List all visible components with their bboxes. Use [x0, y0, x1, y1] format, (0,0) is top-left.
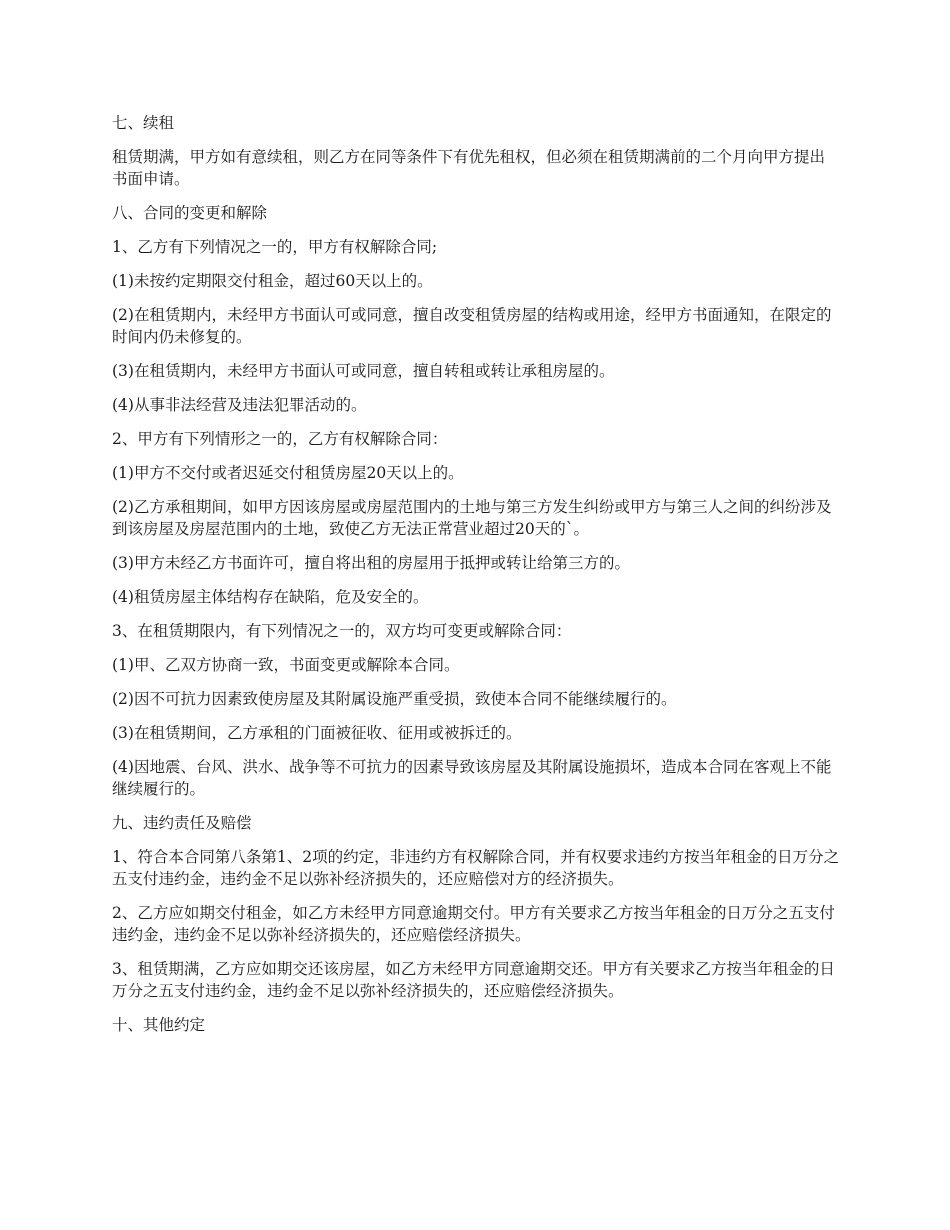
clause-3-heading: 3、在租赁期限内，有下列情况之一的，双方均可变更或解除合同： — [112, 622, 572, 640]
liability-clause-2: 2、乙方应如期交付租金，如乙方未经甲方同意逾期交付。甲方有关要求乙方按当年租金的日万分之五支付违约金，违约金不足以弥补经济损失的，还应赔偿经济损失。 — [112, 904, 835, 944]
clause-1-item-3: (3)在租赁期内，未经甲方书面认可或同意，擅自转租或转让承租房屋的。 — [112, 362, 615, 380]
liability-clause-3: 3、租赁期满，乙方应如期交还该房屋，如乙方未经甲方同意逾期交还。甲方有关要求乙方按当年租金的日万分之五支付违约金，违约金不足以弥补经济损失的，还应赔偿经济损失。 — [112, 960, 835, 1000]
paragraph-renewal-terms: 租赁期满，甲方如有意续租，则乙方在同等条件下有优先租权，但必须在租赁期满前的二个月向甲方提出书面申请。 — [112, 148, 826, 188]
clause-1-item-2: (2)在租赁期内，未经甲方书面认可或同意，擅自改变租赁房屋的结构或用途，经甲方书面通知，在限定的时间内仍未修复的。 — [112, 306, 832, 346]
clause-2-item-4: (4)租赁房屋主体结构存在缺陷，危及安全的。 — [112, 588, 429, 606]
clause-3-item-4: (4)因地震、台风、洪水、战争等不可抗力的因素导致该房屋及其附属设施损坏，造成本合同在客观上不能继续履行的。 — [112, 758, 832, 798]
clause-1-heading: 1、乙方有下列情况之一的，甲方有权解除合同; — [112, 238, 438, 256]
section-heading-change-termination: 八、合同的变更和解除 — [112, 204, 268, 222]
clause-1-item-1: (1)未按约定期限交付租金，超过60天以上的。 — [112, 272, 433, 290]
section-heading-liability: 九、违约责任及赔偿 — [112, 814, 252, 832]
clause-3-item-2: (2)因不可抗力因素致使房屋及其附属设施严重受损，致使本合同不能继续履行的。 — [112, 690, 677, 708]
clause-3-item-1: (1)甲、乙双方协商一致，书面变更或解除本合同。 — [112, 656, 460, 674]
section-heading-renewal: 七、续租 — [112, 114, 175, 132]
liability-clause-1: 1、符合本合同第八条第1、2项的约定，非违约方有权解除合同，并有权要求违约方按当年租金的日万分之五支付违约金，违约金不足以弥补经济损失的，还应赔偿对方的经济损失。 — [112, 848, 840, 888]
clause-3-item-3: (3)在租赁期间，乙方承租的门面被征收、征用或被拆迁的。 — [112, 724, 522, 742]
clause-2-item-2: (2)乙方承租期间，如甲方因该房屋或房屋范围内的土地与第三方发生纠纷或甲方与第三人之间的纠纷涉及到该房屋及房屋范围内的土地，致使乙方无法正常营业超过20天的`。 — [112, 498, 832, 538]
clause-2-heading: 2、甲方有下列情形之一的，乙方有权解除合同： — [112, 430, 448, 448]
document-body — [112, 112, 840, 1048]
clause-2-item-3: (3)甲方未经乙方书面许可，擅自将出租的房屋用于抵押或转让给第三方的。 — [112, 554, 630, 572]
clause-2-item-1: (1)甲方不交付或者迟延交付租赁房屋20天以上的。 — [112, 464, 464, 482]
section-heading-other: 十、其他约定 — [112, 1016, 206, 1034]
clause-1-item-4: (4)从事非法经营及违法犯罪活动的。 — [112, 396, 367, 414]
